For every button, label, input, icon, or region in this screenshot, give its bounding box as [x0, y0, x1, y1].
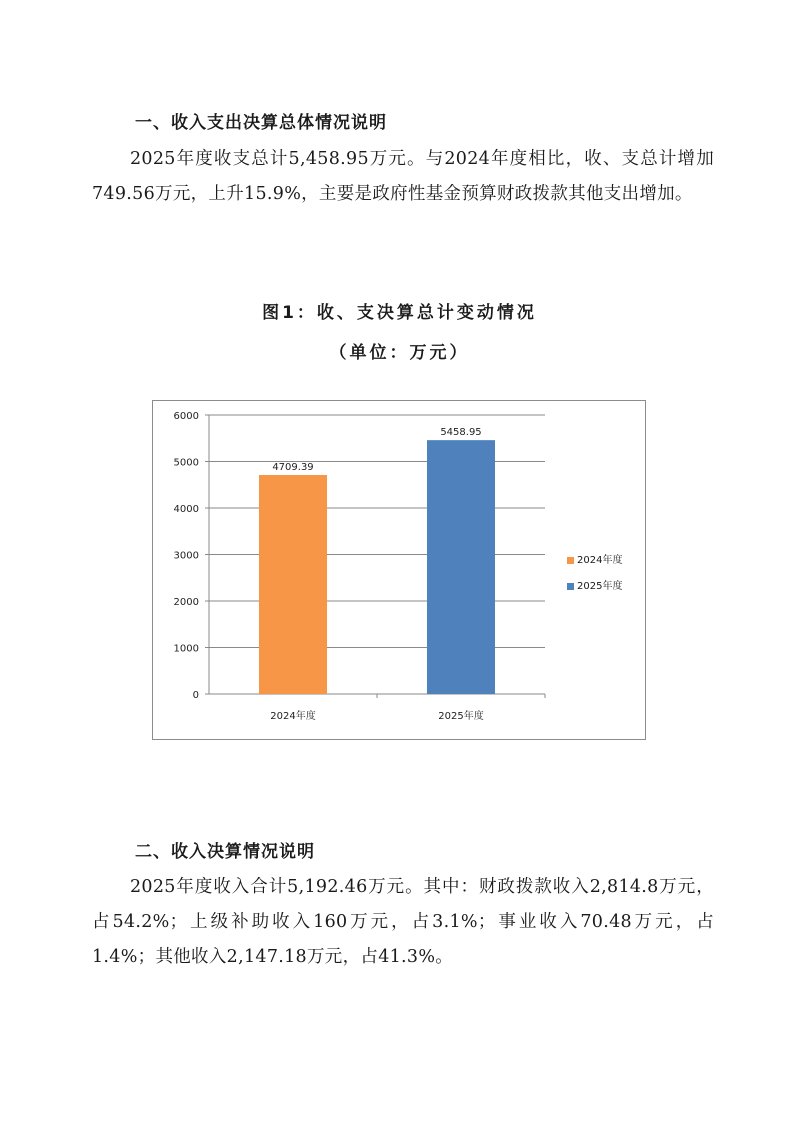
chart-unit: （单位：万元）: [329, 343, 470, 363]
section1-paragraph: 2025年度收支总计5,458.95万元。与2024年度相比，收、支总计增加749.56万元，上升15.9%，主要是政府性基金预算财政拨款其他支出增加。: [92, 149, 714, 204]
x-tick-label: 2025年度: [438, 711, 484, 722]
legend-swatch-2024: [567, 557, 574, 564]
y-tick-label: 1000: [173, 643, 199, 655]
section1-heading: 一、收入支出决算总体情况说明: [135, 113, 387, 133]
data-label: 4709.39: [272, 462, 314, 474]
y-tick-label: 2000: [173, 597, 199, 608]
legend-label-2024: 2024年度: [577, 555, 623, 566]
y-tick-label: 4000: [173, 504, 199, 515]
section2-heading: 二、收入决算情况说明: [135, 842, 315, 862]
y-tick-label: 6000: [173, 411, 199, 422]
y-tick-label: 0: [192, 690, 199, 701]
y-tick-label: 5000: [173, 457, 199, 469]
legend-swatch-2025: [567, 583, 574, 590]
legend-item-2025: [567, 577, 622, 592]
bar: [427, 440, 495, 694]
data-label: 5458.95: [440, 427, 482, 439]
legend-label-2025: 2025年度: [577, 581, 623, 592]
y-tick-label: 3000: [173, 550, 199, 562]
legend-item-2024: [567, 551, 622, 566]
bar-chart-svg: [153, 401, 645, 739]
bar: [259, 475, 327, 694]
bar-chart: [152, 400, 646, 740]
x-tick-label: 2024年度: [270, 711, 316, 722]
section2-paragraph: 2025年度收入合计5,192.46万元。其中：财政拨款收入2,814.8万元，占54.2%；上级补助收入160万元，占3.1%；事业收入70.48万元，占1.4%；其他收入2,147.18万元，占41.3%。: [92, 877, 714, 967]
chart-title: 图1：收、支决算总计变动情况: [262, 303, 537, 323]
